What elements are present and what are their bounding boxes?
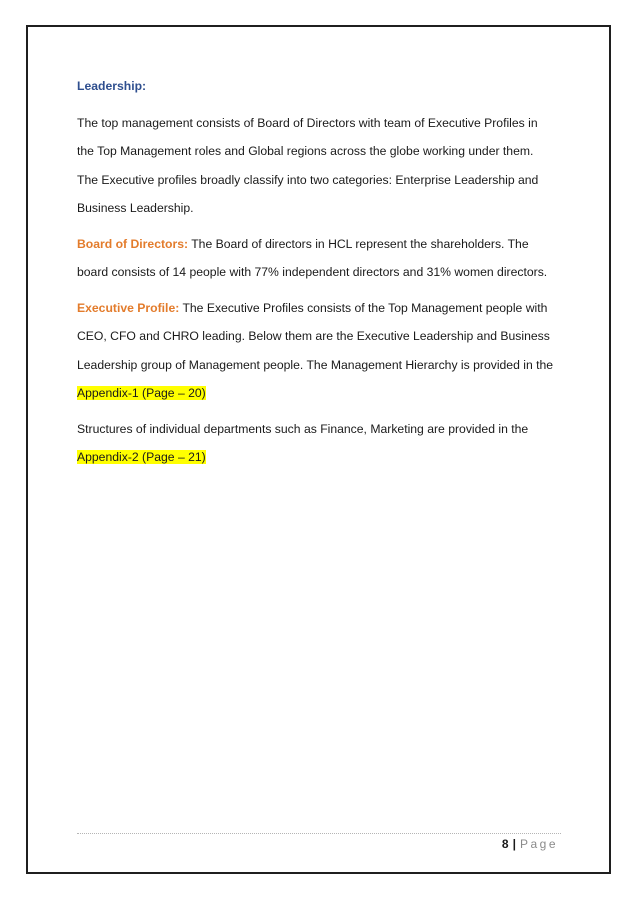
- board-text: The Board of directors in HCL represent the shareholders. The board consists of 14 people with 77% independent directors and 31% women directors.: [77, 236, 548, 279]
- structures-text: Structures of individual departments such as Finance, Marketing are provided in the: [77, 421, 529, 436]
- intro-paragraph: The top management consists of Board of Directors with team of Executive Profiles in the Top Management roles and Global regions across the globe working under them. The Executive profiles broadly classify into two categories: Enterprise Leadership and Business Leadership.: [77, 115, 539, 215]
- footer-divider: [77, 833, 561, 834]
- structures-paragraph: [77, 415, 557, 472]
- document-body: [77, 72, 557, 479]
- executive-text: The Executive Profiles consists of the Top Management people with CEO, CFO and CHRO leading. Below them are the Executive Leadership and Business Leadership group of Management people. The Management Hierarchy is provided in the: [77, 300, 554, 372]
- page-number: 8: [501, 837, 509, 851]
- footer-separator: |: [512, 837, 516, 851]
- page-footer: [502, 836, 558, 852]
- executive-label: Executive Profile:: [77, 300, 180, 315]
- board-paragraph: [77, 230, 557, 287]
- section-heading: Leadership:: [77, 79, 147, 93]
- board-label: Board of Directors:: [77, 236, 189, 251]
- executive-paragraph: [77, 294, 557, 408]
- appendix-2-highlight: Appendix-2 (Page – 21): [77, 450, 206, 464]
- page-label: Page: [519, 837, 558, 851]
- appendix-1-highlight: Appendix-1 (Page – 20): [77, 386, 206, 400]
